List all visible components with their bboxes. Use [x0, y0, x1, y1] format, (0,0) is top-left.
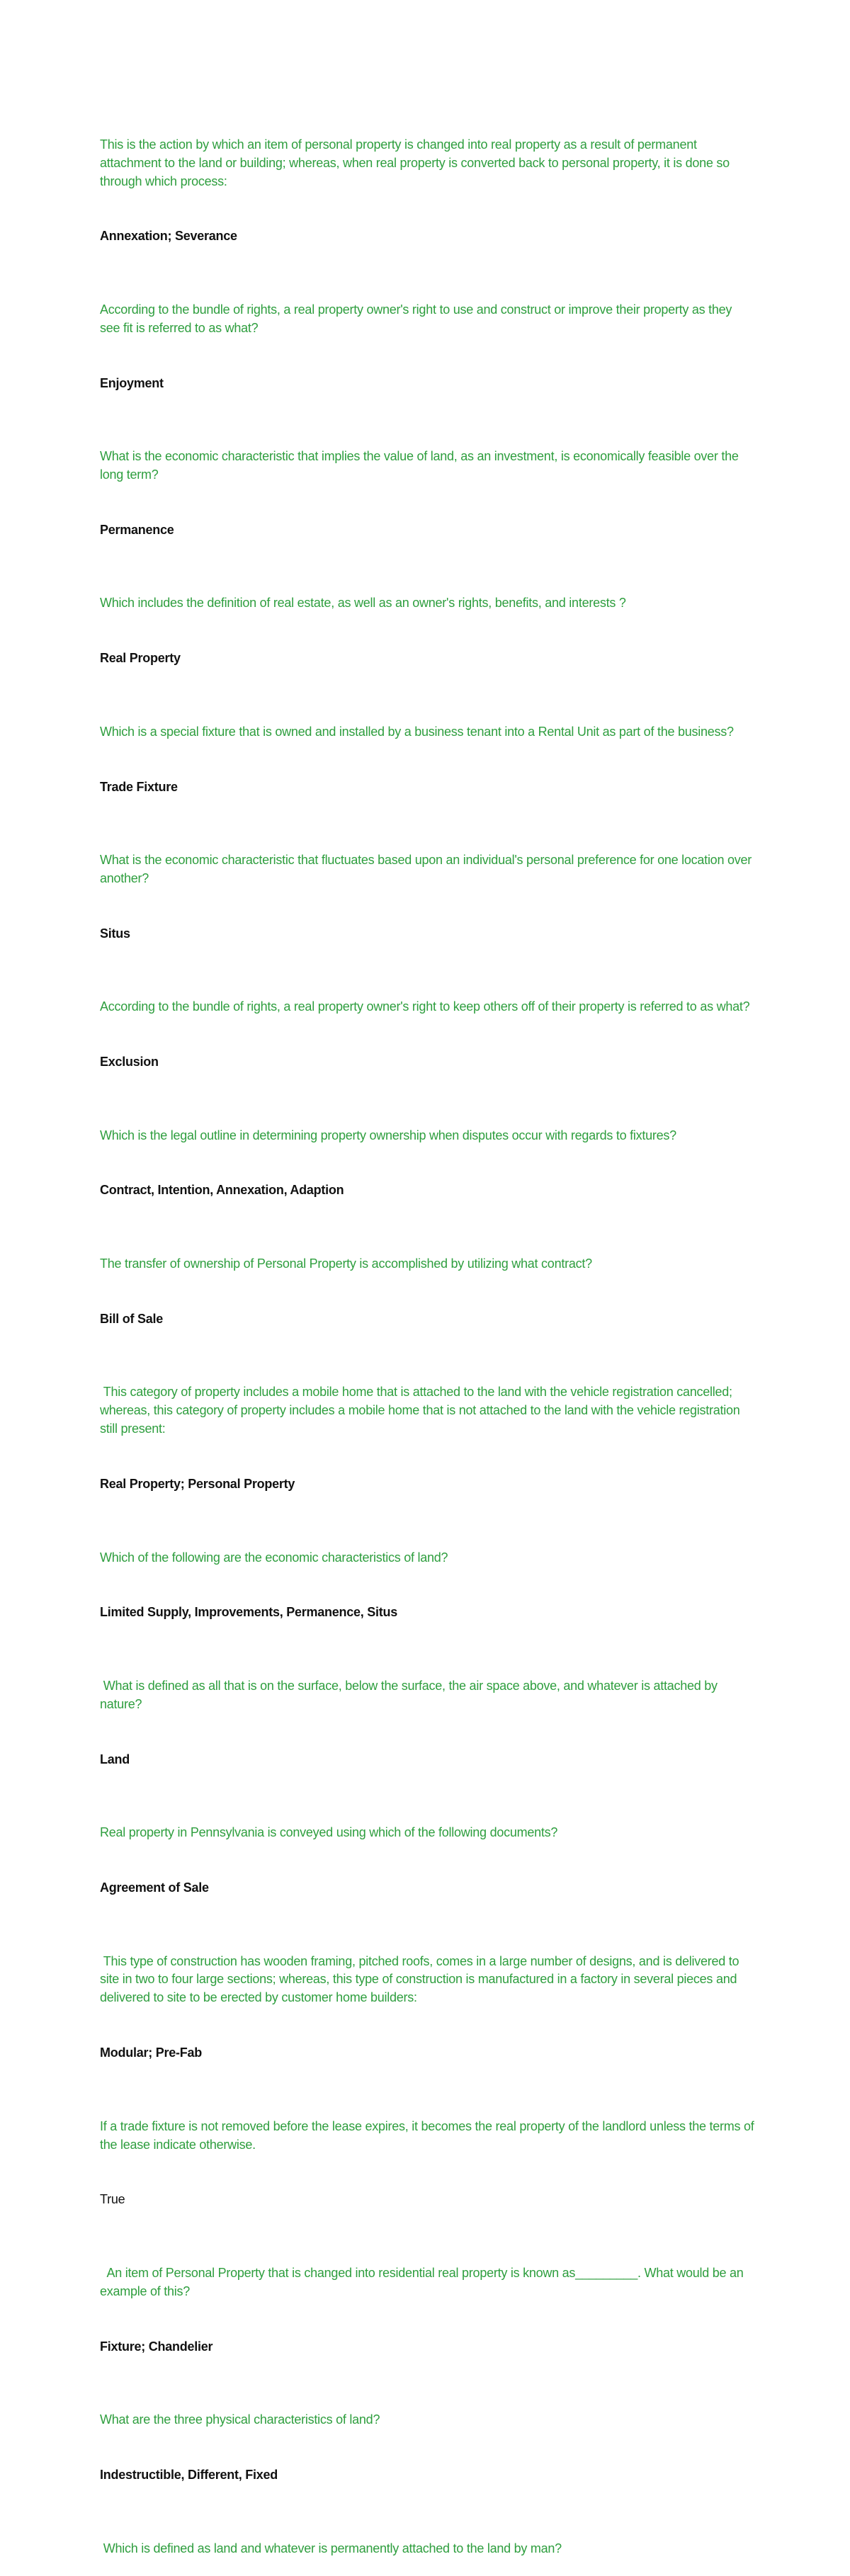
answer-text: Bill of Sale — [100, 1311, 164, 1326]
question-text: The transfer of ownership of Personal Property is accomplished by utilizing what contract? — [100, 1256, 592, 1271]
answer-text: Trade Fixture — [100, 779, 178, 794]
question-text: Which is the legal outline in determining property ownership when disputes occur with regards to fixtures? — [100, 1128, 676, 1142]
question-text: Which is a special fixture that is owned and installed by a business tenant into a Rental Unit as part of the business? — [100, 724, 734, 739]
question-text: This is the action by which an item of personal property is changed into real property as a result of permanent attachment to the land or building; whereas, when real property is converted back to personal property, it is done so through which process: — [100, 137, 733, 188]
answer-text: Exclusion — [100, 1055, 159, 1069]
answer-text: Enjoyment — [100, 375, 164, 390]
question-text: What are the three physical characteristics of land? — [100, 2412, 380, 2427]
answer-text: True — [100, 2192, 125, 2207]
answer-text: Limited Supply, Improvements, Permanence, Situs — [100, 1605, 398, 1620]
answer-text: Situs — [100, 926, 130, 941]
answer-text: Real Property; Personal Property — [100, 1476, 295, 1491]
question-text: What is defined as all that is on the surface, below the surface, the air space above, and whatever is attached by nature? — [100, 1678, 721, 1711]
answer-text: Permanence — [100, 522, 174, 537]
answer-text: Modular; Pre-Fab — [100, 2046, 203, 2060]
question-text: If a trade fixture is not removed before the lease expires, it becomes the real property of the landlord unless the terms of the lease indicate otherwise. — [100, 2118, 758, 2152]
answer-text: Land — [100, 1752, 130, 1766]
question-text: Which of the following are the economic characteristics of land? — [100, 1550, 448, 1565]
question-text: What is the economic characteristic that implies the value of land, as an investment, is economically feasible over the long term? — [100, 449, 742, 482]
question-text: This type of construction has wooden framing, pitched roofs, comes in a large number of designs, and is delivered to site in two to four large sections; whereas, this type of construction is manufactured in a factory in several pieces and delivered to site to be erected by customer home builders: — [100, 1953, 743, 2005]
question-text: This category of property includes a mobile home that is attached to the land with the vehicle registration cancelled; whereas, this category of property includes a mobile home that is not attached to the land with the vehicle registration still present: — [100, 1385, 744, 1436]
answer-text: Agreement of Sale — [100, 1880, 209, 1895]
answer-text: Indestructible, Different, Fixed — [100, 2467, 278, 2482]
question-text: Which includes the definition of real estate, as well as an owner's rights, benefits, and interests ? — [100, 596, 626, 611]
question-text: According to the bundle of rights, a real property owner's right to keep others off of their property is referred to as what? — [100, 999, 750, 1014]
answer-text: Annexation; Severance — [100, 229, 237, 244]
answer-text: Real Property — [100, 651, 181, 666]
document-page — [100, 99, 758, 2576]
answer-text: Contract, Intention, Annexation, Adaption — [100, 1183, 344, 1198]
answer-text: Fixture; Chandelier — [100, 2339, 213, 2354]
question-text: An item of Personal Property that is changed into residential real property is known as_________. What would be an example of this? — [100, 2265, 747, 2298]
question-text: According to the bundle of rights, a real property owner's right to use and construct or improve their property as they see fit is referred to as what? — [100, 302, 735, 335]
question-text: Real property in Pennsylvania is conveyed using which of the following documents? — [100, 1825, 558, 1840]
question-text: Which is defined as land and whatever is permanently attached to the land by man? — [100, 2541, 562, 2555]
question-text: What is the economic characteristic that fluctuates based upon an individual's personal preference for one location over another? — [100, 853, 755, 886]
